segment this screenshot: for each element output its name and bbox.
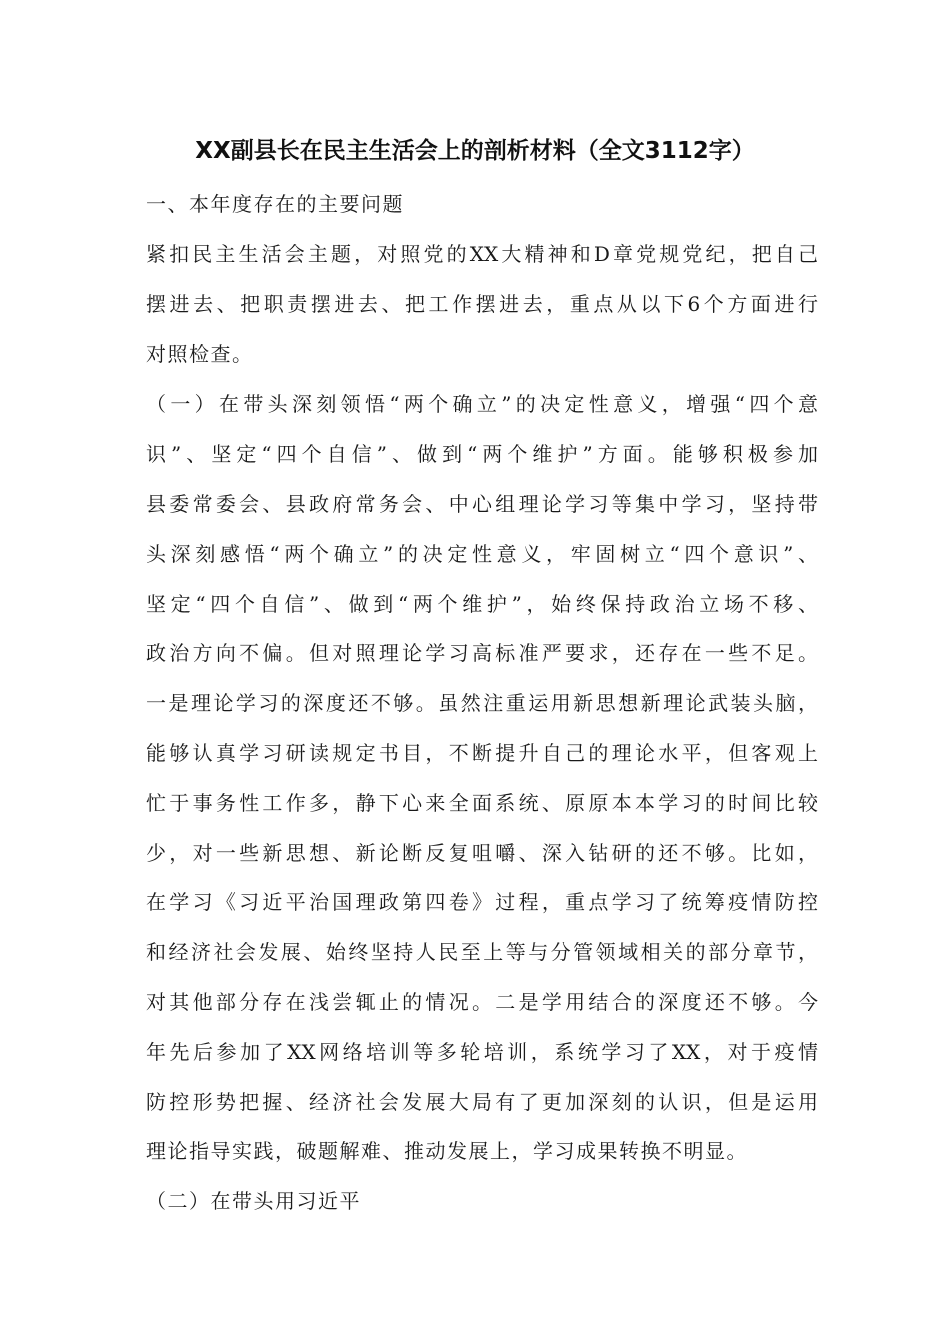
body-line: 防控形势把握、经济社会发展大局有了更加深刻的认识，但是运用 bbox=[146, 1090, 818, 1114]
body-line: 识”、坚定“四个自信”、做到“两个维护”方面。能够积极参加 bbox=[146, 442, 818, 466]
body-line: 县委常委会、县政府常务会、中心组理论学习等集中学习，坚持带 bbox=[146, 492, 818, 516]
body-line: 对其他部分存在浅尝辄止的情况。二是学用结合的深度还不够。今 bbox=[146, 990, 818, 1014]
body-line: 坚定“四个自信”、做到“两个维护”，始终保持政治立场不移、 bbox=[146, 592, 818, 616]
body-line: 在学习《习近平治国理政第四卷》过程，重点学习了统筹疫情防控 bbox=[146, 890, 818, 914]
body-line: 一是理论学习的深度还不够。虽然注重运用新思想新理论武装头脑， bbox=[146, 691, 818, 715]
body-line: 忙于事务性工作多，静下心来全面系统、原原本本学习的时间比较 bbox=[146, 791, 818, 815]
body-line: 头深刻感悟“两个确立”的决定性意义，牢固树立“四个意识”、 bbox=[146, 542, 818, 566]
body-line: 对照检查。 bbox=[146, 342, 254, 366]
body-line: 年先后参加了XX网络培训等多轮培训，系统学习了XX，对于疫情 bbox=[146, 1040, 818, 1064]
body-line: 能够认真学习研读规定书目，不断提升自己的理论水平，但客观上 bbox=[146, 741, 818, 765]
body-line: 理论指导实践，破题解难、推动发展上，学习成果转换不明显。 bbox=[146, 1139, 748, 1163]
body-line: 政治方向不偏。但对照理论学习高标准严要求，还存在一些不足。 bbox=[146, 641, 818, 665]
subsection-heading-line: （一）在带头深刻领悟“两个确立”的决定性意义，增强“四个意 bbox=[146, 392, 818, 416]
body-line: 摆进去、把职责摆进去、把工作摆进去，重点从以下6个方面进行 bbox=[146, 292, 818, 316]
body-line: 少，对一些新思想、新论断反复咀嚼、深入钻研的还不够。比如， bbox=[146, 841, 818, 865]
subsection-heading-line: （二）在带头用习近平 bbox=[146, 1189, 361, 1213]
section-heading: 一、本年度存在的主要问题 bbox=[146, 192, 404, 216]
body-line: 紧扣民主生活会主题，对照党的XX大精神和D章党规党纪，把自己 bbox=[146, 242, 818, 266]
document-title: XX副县长在民主生活会上的剖析材料（全文3112字） bbox=[195, 138, 755, 164]
body-line: 和经济社会发展、始终坚持人民至上等与分管领域相关的部分章节， bbox=[146, 940, 818, 964]
